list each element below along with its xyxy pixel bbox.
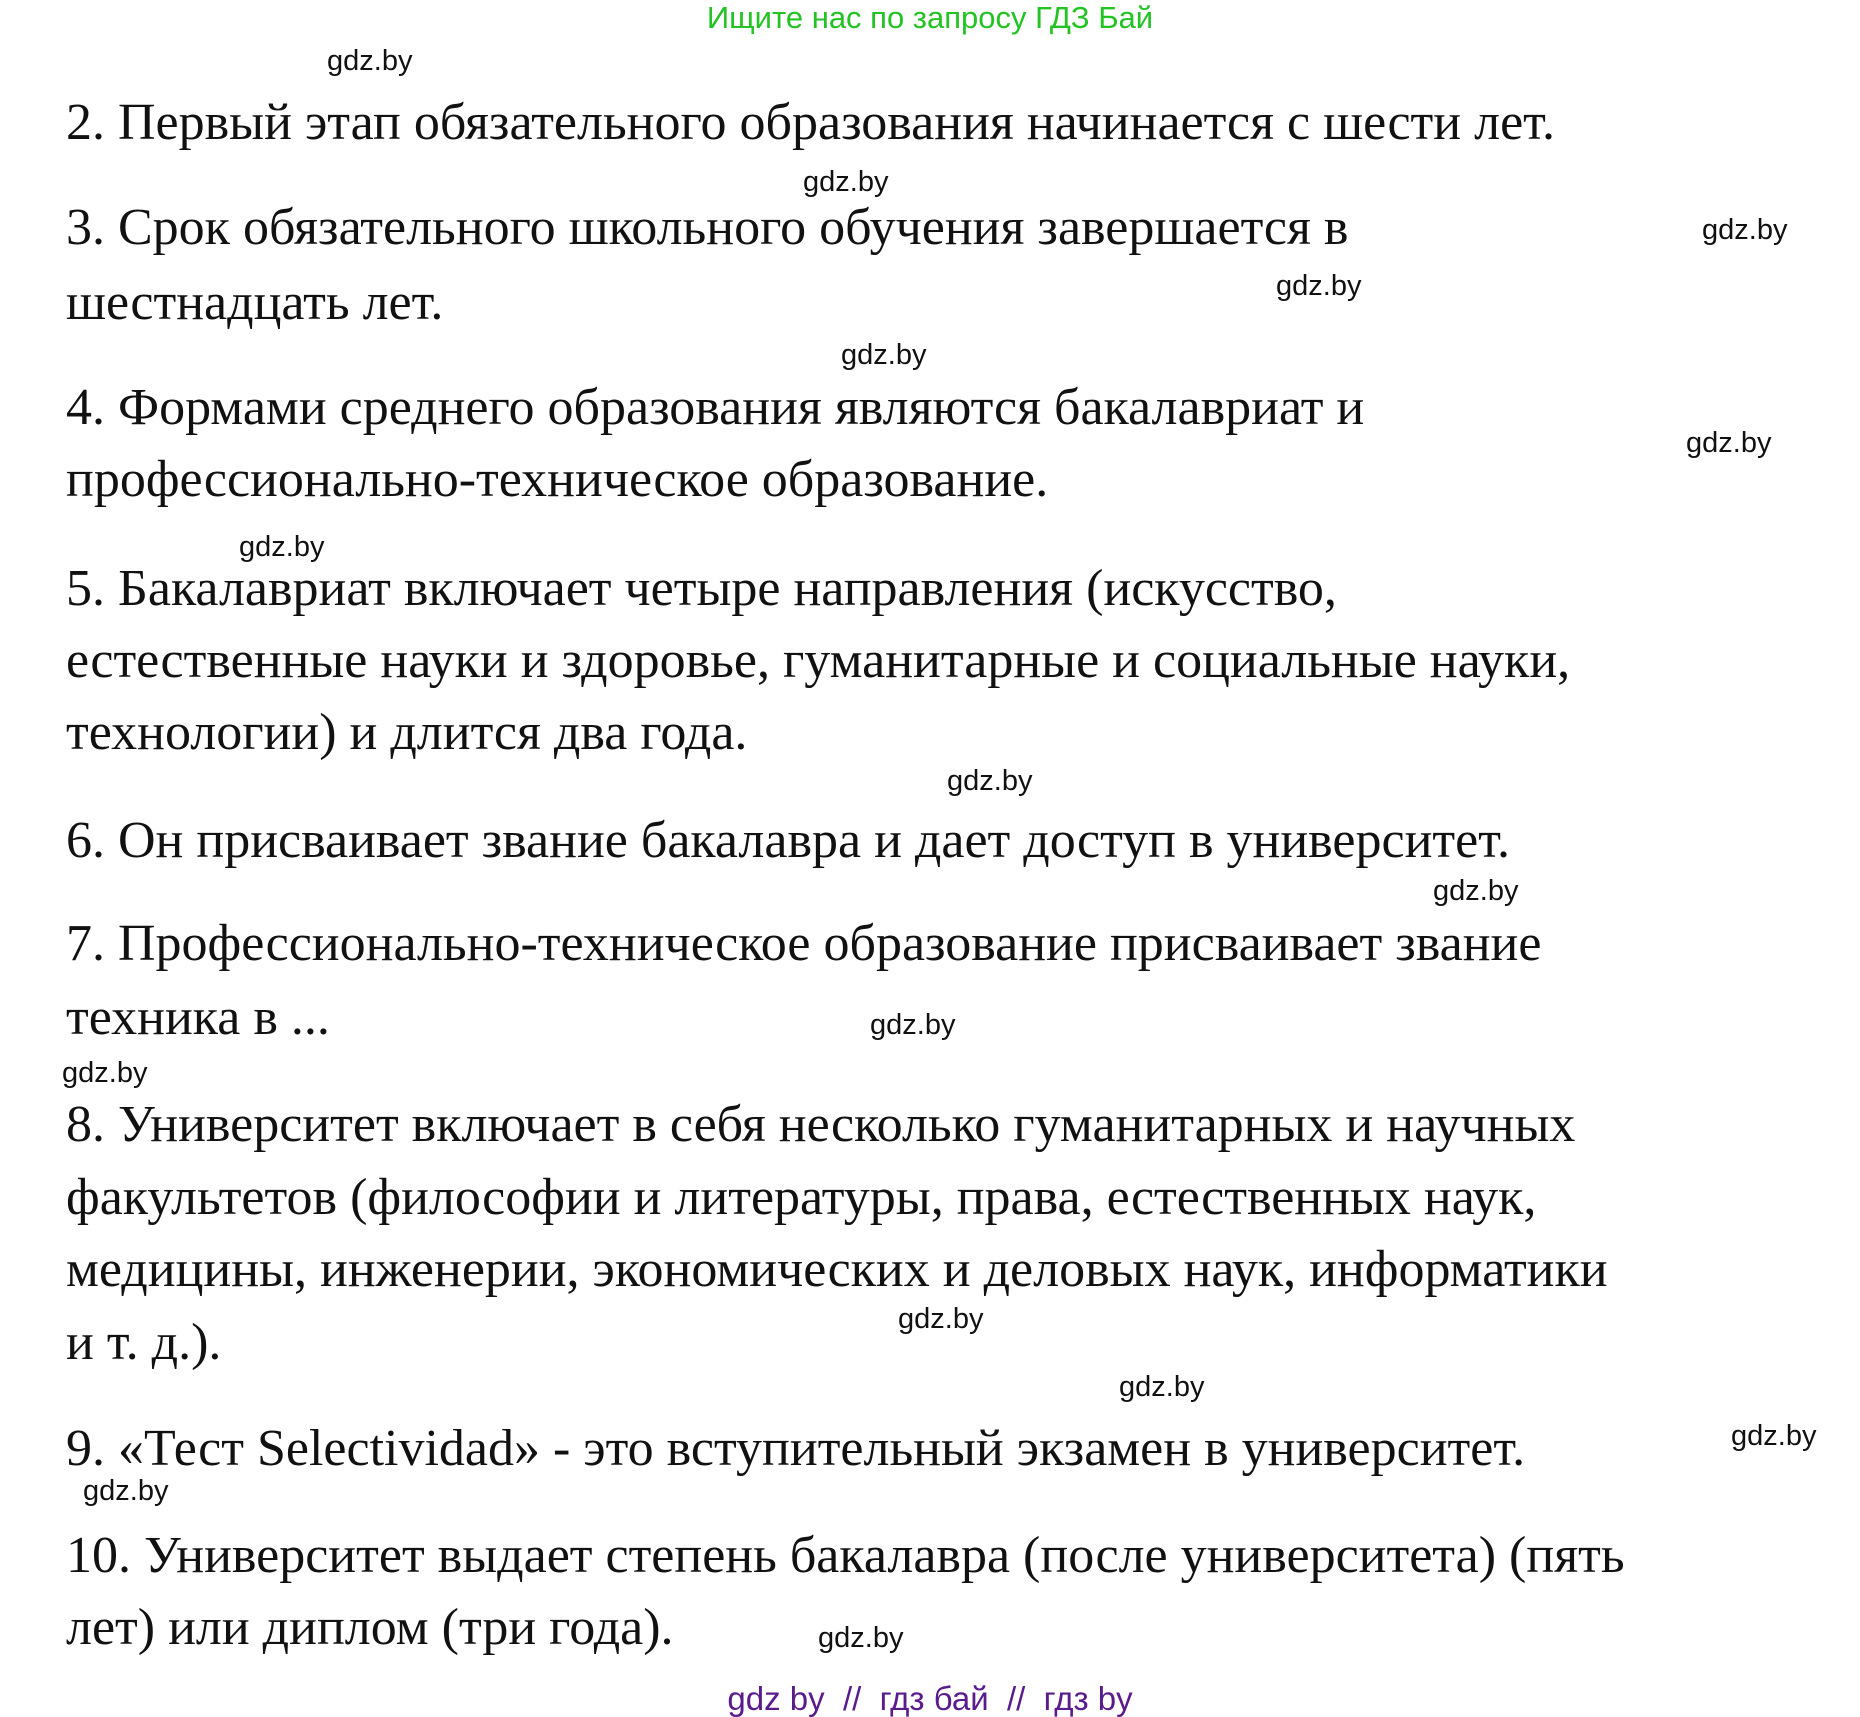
answer-4-line-1: 4. Формами среднего образования являются бакалавриат и <box>66 379 1365 436</box>
watermark: gdz.by <box>1276 270 1362 302</box>
answer-5-line-1: 5. Бакалавриат включает четыре направления (искусство, <box>66 560 1337 617</box>
watermark: gdz.by <box>870 1009 956 1041</box>
answer-8-line-1: 8. Университет включает в себя несколько гуманитарных и научных <box>66 1096 1576 1153</box>
answer-6-line-1: 6. Он присваивает звание бакалавра и дает доступ в университет. <box>66 812 1511 869</box>
watermark: gdz.by <box>898 1303 984 1335</box>
watermark: gdz.by <box>1686 427 1772 459</box>
answer-2-line-1: 2. Первый этап обязательного образования начинается с шести лет. <box>66 94 1555 151</box>
answer-3-line-1: 3. Срок обязательного школьного обучения завершается в <box>66 199 1349 256</box>
watermark: gdz.by <box>841 339 927 371</box>
watermark: gdz.by <box>239 531 325 563</box>
answer-8-line-3: медицины, инженерии, экономических и деловых наук, информатики <box>66 1241 1608 1298</box>
footer-links: gdz by // гдз бай // гдз by <box>727 1680 1133 1717</box>
watermark: gdz.by <box>1731 1420 1817 1452</box>
answer-10-line-1: 10. Университет выдает степень бакалавра (после университета) (пять <box>66 1527 1625 1584</box>
answer-8-line-2: факультетов (философии и литературы, права, естественных наук, <box>66 1169 1537 1226</box>
answer-3-line-2: шестнадцать лет. <box>66 274 444 331</box>
watermark: gdz.by <box>1702 214 1788 246</box>
answer-4-line-2: профессионально-техническое образование. <box>66 451 1049 508</box>
watermark: gdz.by <box>1119 1371 1205 1403</box>
watermark: gdz.by <box>947 765 1033 797</box>
answer-7-line-1: 7. Профессионально-техническое образование присваивает звание <box>66 915 1542 972</box>
search-hint-banner: Ищите нас по запросу ГДЗ Бай <box>706 0 1154 35</box>
watermark: gdz.by <box>818 1622 904 1654</box>
watermark: gdz.by <box>327 45 413 77</box>
answer-5-line-3: технологии) и длится два года. <box>66 704 748 761</box>
watermark: gdz.by <box>62 1057 148 1089</box>
answer-8-line-4: и т. д.). <box>66 1314 222 1371</box>
answer-5-line-2: естественные науки и здоровье, гуманитарные и социальные науки, <box>66 632 1571 689</box>
answer-9-line-1: 9. «Тест Selectividad» - это вступительный экзамен в университет. <box>66 1420 1526 1477</box>
answer-7-line-2: техника в ... <box>66 989 330 1046</box>
answer-10-line-2: лет) или диплом (три года). <box>66 1599 674 1656</box>
watermark: gdz.by <box>803 166 889 198</box>
watermark: gdz.by <box>83 1475 169 1507</box>
watermark: gdz.by <box>1433 875 1519 907</box>
